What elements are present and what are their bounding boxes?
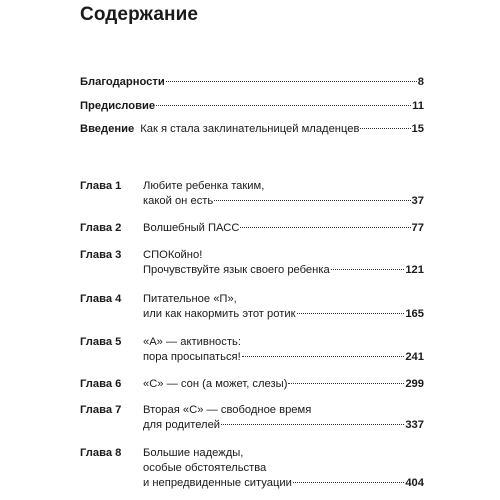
- dot-leader: [214, 200, 410, 201]
- toc-entry-chapter-5[interactable]: [80, 335, 424, 365]
- dot-leader: [242, 356, 405, 357]
- dot-leader: [221, 424, 404, 425]
- entry-title-line: или как накормить этот ротик: [143, 308, 296, 320]
- toc-entry-chapter-8[interactable]: [80, 446, 424, 491]
- entry-title-line: пора просыпаться!: [143, 351, 241, 363]
- page-number: 37: [411, 195, 424, 207]
- page-number: 241: [405, 351, 424, 363]
- page-title: Содержание: [80, 4, 199, 25]
- entry-title-line: Большие надежды,: [143, 447, 244, 459]
- dot-leader: [156, 105, 411, 106]
- chapter-label: Глава 1: [80, 180, 122, 192]
- page-number: 77: [411, 222, 424, 234]
- entry-title-line: «С» — сон (а может, слезы): [143, 378, 288, 390]
- entry-title-line: особые обстоятельства: [143, 462, 267, 474]
- entry-title-line: «А» — активность:: [143, 336, 241, 348]
- chapter-label: Глава 7: [80, 404, 122, 416]
- toc-entry-chapter-4[interactable]: [80, 292, 424, 322]
- page-number: 121: [405, 264, 424, 276]
- dot-leader: [166, 81, 417, 82]
- dot-leader: [288, 383, 404, 384]
- toc-entry-chapter-6[interactable]: [80, 377, 424, 392]
- chapter-label: Глава 6: [80, 378, 122, 390]
- entry-title-line: Волшебный ПАСС: [143, 222, 240, 234]
- page-number: 8: [417, 76, 424, 88]
- toc-entry-introduction[interactable]: [80, 122, 424, 137]
- page-number: 299: [405, 378, 424, 390]
- entry-title: Как я стала заклинательницей младенцев: [140, 123, 360, 135]
- toc-entry-acknowledgements[interactable]: [80, 75, 424, 90]
- dot-leader: [240, 227, 410, 228]
- chapter-label: Глава 4: [80, 293, 122, 305]
- toc-entry-chapter-7[interactable]: [80, 403, 424, 433]
- dot-leader: [331, 269, 405, 270]
- toc-entry-chapter-3[interactable]: [80, 248, 424, 278]
- entry-label: Предисловие: [80, 100, 156, 112]
- entry-title-line: Прочувствуйте язык своего ребенка: [143, 264, 330, 276]
- dot-leader: [293, 482, 404, 483]
- entry-title-line: СПОКойно!: [143, 249, 203, 261]
- entry-title-line: и непредвиденные ситуации: [143, 477, 292, 489]
- chapter-label: Глава 3: [80, 249, 122, 261]
- entry-label: Введение: [80, 123, 135, 135]
- toc-entry-chapter-2[interactable]: [80, 221, 424, 236]
- entry-title-line: для родителей: [143, 419, 221, 431]
- page-number: 15: [411, 123, 424, 135]
- entry-title-line: какой он есть: [143, 195, 214, 207]
- entry-title-line: Питательное «П»,: [143, 293, 237, 305]
- entry-title-line: Любите ребенка таким,: [143, 180, 265, 192]
- dot-leader: [297, 313, 405, 314]
- chapter-label: Глава 8: [80, 447, 122, 459]
- chapter-label: Глава 2: [80, 222, 122, 234]
- toc-entry-chapter-1[interactable]: [80, 179, 424, 209]
- toc-entry-preface[interactable]: [80, 99, 424, 114]
- page-number: 11: [412, 100, 424, 112]
- dot-leader: [360, 128, 410, 129]
- chapter-label: Глава 5: [80, 336, 122, 348]
- page-number: 404: [405, 477, 424, 489]
- page-number: 165: [405, 308, 424, 320]
- page-number: 337: [405, 419, 424, 431]
- entry-label: Благодарности: [80, 76, 165, 88]
- entry-title-line: Вторая «С» — свободное время: [143, 404, 312, 416]
